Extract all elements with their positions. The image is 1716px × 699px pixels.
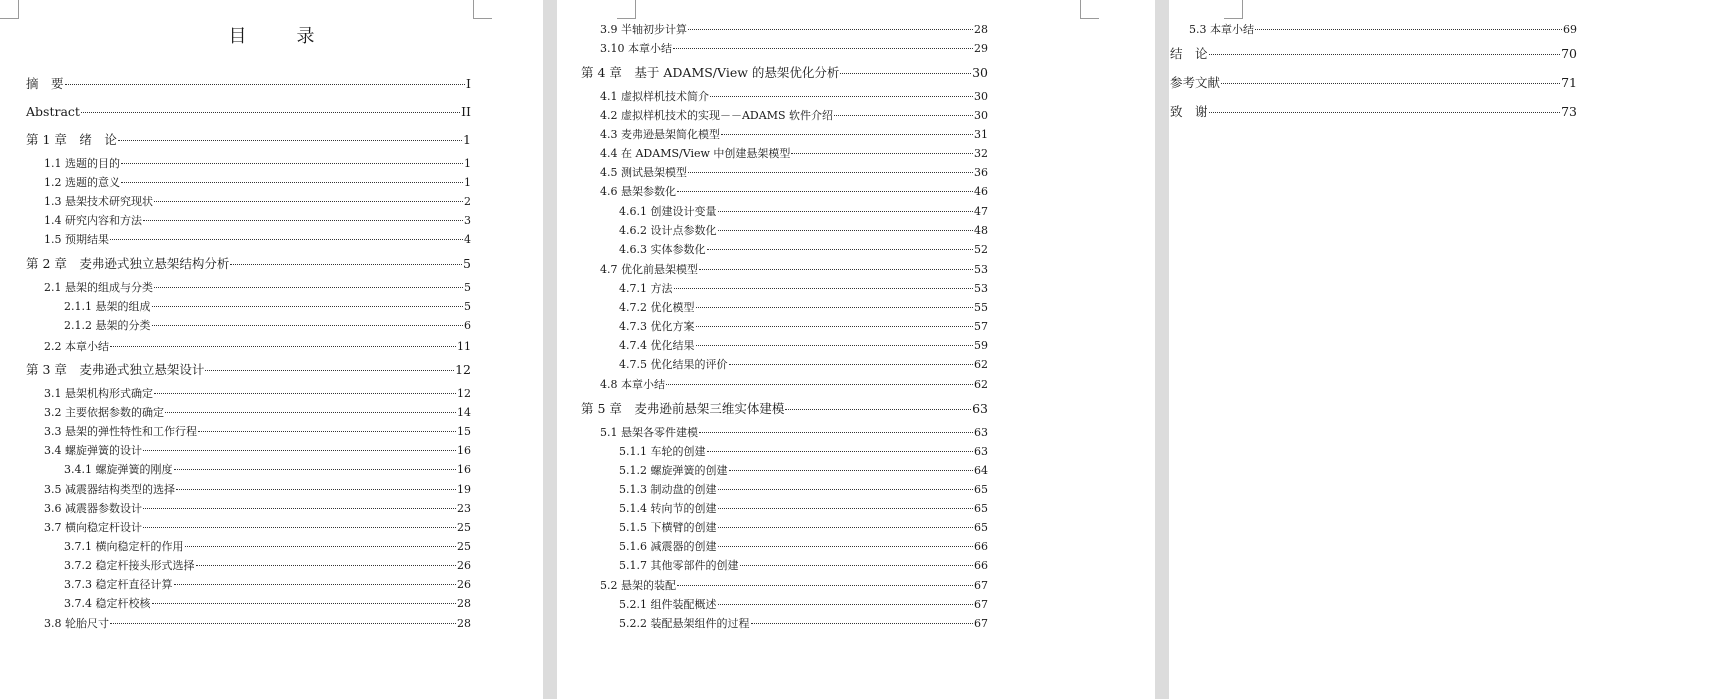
toc-section-entry[interactable] bbox=[581, 243, 988, 257]
toc-dot-leader bbox=[729, 470, 974, 471]
toc-page-number: 16 bbox=[457, 444, 471, 457]
toc-section-entry[interactable] bbox=[581, 540, 988, 554]
toc-entry-title: 5.1.3 制动盘的创建 bbox=[619, 483, 717, 496]
toc-dot-leader bbox=[710, 96, 973, 97]
toc-dot-leader bbox=[143, 450, 456, 451]
toc-page-number: 53 bbox=[974, 282, 988, 295]
toc-dot-leader bbox=[718, 489, 974, 490]
toc-dot-leader bbox=[729, 364, 974, 365]
toc-dot-leader bbox=[121, 182, 463, 183]
toc-chapter-entry[interactable] bbox=[26, 363, 471, 377]
toc-chapter-entry[interactable] bbox=[26, 105, 471, 119]
toc-page-number: 12 bbox=[455, 362, 471, 377]
toc-page-number: 6 bbox=[464, 319, 471, 332]
toc-dot-leader bbox=[677, 191, 973, 192]
toc-section-entry[interactable] bbox=[26, 502, 471, 516]
toc-section-entry[interactable] bbox=[581, 445, 988, 459]
toc-dot-leader bbox=[143, 527, 456, 528]
toc-section-entry[interactable] bbox=[581, 617, 988, 631]
toc-page-number: 2 bbox=[464, 195, 471, 208]
toc-entry-title: 5.1.2 螺旋弹簧的创建 bbox=[619, 464, 728, 477]
toc-page-number: 65 bbox=[974, 502, 988, 515]
toc-entry-title: 3.7.2 稳定杆接头形式选择 bbox=[64, 559, 195, 572]
toc-entry-title: 3.9 半轴初步计算 bbox=[600, 23, 687, 36]
toc-dot-leader bbox=[143, 508, 456, 509]
toc-page-number: 64 bbox=[974, 464, 988, 477]
toc-dot-leader bbox=[154, 201, 463, 202]
toc-dot-leader bbox=[751, 623, 974, 624]
toc-dot-leader bbox=[143, 220, 463, 221]
toc-entry-title: 5.1.4 转向节的创建 bbox=[619, 502, 717, 515]
toc-section-entry[interactable] bbox=[581, 502, 988, 516]
toc-page-number: 5 bbox=[463, 256, 471, 271]
toc-entry-title: 5.1.6 减震器的创建 bbox=[619, 540, 717, 553]
toc-dot-leader bbox=[840, 73, 971, 74]
toc-page-number: 5 bbox=[464, 281, 471, 294]
toc-page-number: 14 bbox=[457, 406, 471, 419]
toc-dot-leader bbox=[718, 508, 974, 509]
toc-page-number: 30 bbox=[974, 90, 988, 103]
toc-page-number: 69 bbox=[1563, 23, 1577, 36]
toc-dot-leader bbox=[674, 288, 974, 289]
toc-entry-title: 2.2 本章小结 bbox=[44, 340, 109, 353]
toc-section-entry[interactable] bbox=[26, 340, 471, 354]
toc-section-entry[interactable] bbox=[26, 214, 471, 228]
toc-chapter-entry[interactable] bbox=[26, 257, 471, 271]
toc-dot-leader bbox=[791, 153, 973, 154]
toc-entry-title: 5.1.1 车轮的创建 bbox=[619, 445, 706, 458]
toc-page-number: 32 bbox=[974, 147, 988, 160]
toc-section-entry[interactable] bbox=[581, 147, 988, 161]
page-corner-mark bbox=[473, 0, 492, 19]
toc-page-number: 28 bbox=[457, 597, 471, 610]
toc-section-entry[interactable] bbox=[26, 319, 471, 333]
toc-section-entry[interactable] bbox=[581, 483, 988, 497]
toc-section-entry[interactable] bbox=[26, 483, 471, 497]
toc-dot-leader bbox=[740, 565, 974, 566]
toc-section-entry[interactable] bbox=[26, 387, 471, 401]
toc-entry-title: 5.3 本章小结 bbox=[1189, 23, 1254, 36]
toc-section-entry[interactable] bbox=[26, 406, 471, 420]
toc-dot-leader bbox=[707, 451, 974, 452]
toc-entry-title: 第 1 章 绪 论 bbox=[26, 132, 117, 147]
toc-dot-leader bbox=[718, 527, 974, 528]
toc-dot-leader bbox=[152, 306, 464, 307]
toc-page-number: 16 bbox=[457, 463, 471, 476]
toc-page-number: 30 bbox=[972, 65, 988, 80]
toc-page-number: 62 bbox=[974, 378, 988, 391]
toc-chapter-entry[interactable] bbox=[1170, 105, 1577, 119]
toc-chapter-entry[interactable] bbox=[26, 77, 471, 91]
toc-dot-leader bbox=[699, 269, 973, 270]
toc-entry-title: 4.6.1 创建设计变量 bbox=[619, 205, 717, 218]
toc-section-entry[interactable] bbox=[581, 521, 988, 535]
toc-entry-title: 3.7.1 横向稳定杆的作用 bbox=[64, 540, 184, 553]
toc-section-entry[interactable] bbox=[581, 185, 988, 199]
toc-entry-title: 1.3 悬架技术研究现状 bbox=[44, 195, 153, 208]
toc-dot-leader bbox=[205, 370, 454, 371]
toc-dot-leader bbox=[721, 134, 973, 135]
toc-page-number: 12 bbox=[457, 387, 471, 400]
toc-page-number: 36 bbox=[974, 166, 988, 179]
toc-section-entry[interactable] bbox=[26, 281, 471, 295]
toc-entry-title: 5.1.7 其他零部件的创建 bbox=[619, 559, 739, 572]
toc-dot-leader bbox=[176, 489, 456, 490]
toc-section-entry[interactable] bbox=[26, 578, 471, 592]
toc-section-entry[interactable] bbox=[581, 23, 988, 37]
toc-section-entry[interactable] bbox=[26, 425, 471, 439]
toc-entry-title: 2.1.2 悬架的分类 bbox=[64, 319, 151, 332]
toc-dot-leader bbox=[688, 172, 973, 173]
toc-entry-title: 3.2 主要依据参数的确定 bbox=[44, 406, 164, 419]
toc-chapter-entry[interactable] bbox=[581, 66, 988, 80]
toc-section-entry[interactable] bbox=[26, 176, 471, 190]
toc-page-number: 30 bbox=[974, 109, 988, 122]
toc-dot-leader bbox=[121, 163, 463, 164]
toc-entry-title: 3.1 悬架机构形式确定 bbox=[44, 387, 153, 400]
toc-dot-leader bbox=[1209, 112, 1561, 113]
toc-page-number: 28 bbox=[457, 617, 471, 630]
toc-entry-title: 5.1.5 下横臂的创建 bbox=[619, 521, 717, 534]
toc-entry-title: 2.1 悬架的组成与分类 bbox=[44, 281, 153, 294]
toc-section-entry[interactable] bbox=[581, 464, 988, 478]
toc-dot-leader bbox=[696, 307, 974, 308]
toc-entry-title: 3.4 螺旋弹簧的设计 bbox=[44, 444, 142, 457]
toc-section-entry[interactable] bbox=[581, 128, 988, 142]
toc-entry-title: 4.7.1 方法 bbox=[619, 282, 673, 295]
toc-page-number: 70 bbox=[1561, 46, 1577, 61]
toc-section-entry[interactable] bbox=[581, 166, 988, 180]
toc-entry-title: 3.8 轮胎尺寸 bbox=[44, 617, 109, 630]
toc-entry-title: 4.4 在 ADAMS/View 中创建悬架模型 bbox=[600, 147, 791, 160]
toc-dot-leader bbox=[834, 115, 973, 116]
toc-entry-title: 4.2 虚拟样机技术的实现－－ADAMS 软件介绍 bbox=[600, 109, 833, 122]
toc-dot-leader bbox=[1255, 29, 1562, 30]
toc-page-number: 65 bbox=[974, 483, 988, 496]
toc-entry-title: 结 论 bbox=[1170, 46, 1208, 61]
page-corner-mark bbox=[1080, 0, 1099, 19]
toc-page-number: 53 bbox=[974, 263, 988, 276]
toc-page-number: 65 bbox=[974, 521, 988, 534]
toc-entry-title: 4.7.4 优化结果 bbox=[619, 339, 695, 352]
toc-section-entry[interactable] bbox=[26, 444, 471, 458]
toc-entry-title: 5.2.1 组件装配概述 bbox=[619, 598, 717, 611]
toc-entry-title: 第 3 章 麦弗逊式独立悬架设计 bbox=[26, 362, 205, 377]
toc-page-number: 25 bbox=[457, 521, 471, 534]
toc-section-entry[interactable] bbox=[26, 300, 471, 314]
toc-page-number: 55 bbox=[974, 301, 988, 314]
toc-section-entry[interactable] bbox=[581, 358, 988, 372]
toc-page-number: 63 bbox=[974, 426, 988, 439]
toc-section-entry[interactable] bbox=[26, 521, 471, 535]
toc-entry-title: 致 谢 bbox=[1170, 104, 1208, 119]
toc-section-entry[interactable] bbox=[1170, 23, 1577, 37]
toc-page-number: 67 bbox=[974, 617, 988, 630]
toc-page-number: 1 bbox=[464, 157, 471, 170]
toc-entry-title: 第 5 章 麦弗逊前悬架三维实体建模 bbox=[581, 401, 785, 416]
toc-entry-title: 4.3 麦弗逊悬架简化模型 bbox=[600, 128, 720, 141]
toc-page-number: 29 bbox=[974, 42, 988, 55]
toc-page-number: 28 bbox=[974, 23, 988, 36]
document-page-3 bbox=[1169, 0, 1716, 699]
toc-list bbox=[1170, 0, 1577, 699]
toc-dot-leader bbox=[152, 325, 464, 326]
toc-dot-leader bbox=[666, 384, 973, 385]
toc-page-number: 15 bbox=[457, 425, 471, 438]
toc-dot-leader bbox=[198, 431, 456, 432]
toc-page-number: 19 bbox=[457, 483, 471, 496]
toc-page-number: 73 bbox=[1561, 104, 1577, 119]
toc-page-number: 26 bbox=[457, 578, 471, 591]
toc-dot-leader bbox=[154, 287, 463, 288]
toc-dot-leader bbox=[1209, 54, 1561, 55]
toc-entry-title: 4.7.5 优化结果的评价 bbox=[619, 358, 728, 371]
toc-dot-leader bbox=[677, 585, 973, 586]
toc-dot-leader bbox=[154, 393, 456, 394]
toc-entry-title: 1.2 选题的意义 bbox=[44, 176, 120, 189]
toc-section-entry[interactable] bbox=[26, 540, 471, 554]
toc-entry-title: 3.5 减震器结构类型的选择 bbox=[44, 483, 175, 496]
toc-page-number: 11 bbox=[457, 340, 471, 353]
toc-section-entry[interactable] bbox=[26, 463, 471, 477]
toc-dot-leader bbox=[1221, 83, 1560, 84]
toc-entry-title: 4.6.3 实体参数化 bbox=[619, 243, 706, 256]
toc-dot-leader bbox=[152, 603, 457, 604]
toc-entry-title: 2.1.1 悬架的组成 bbox=[64, 300, 151, 313]
toc-dot-leader bbox=[718, 546, 974, 547]
toc-section-entry[interactable] bbox=[581, 263, 988, 277]
toc-section-entry[interactable] bbox=[581, 579, 988, 593]
toc-dot-leader bbox=[718, 230, 974, 231]
toc-dot-leader bbox=[165, 412, 456, 413]
toc-entry-title: 4.6 悬架参数化 bbox=[600, 185, 676, 198]
toc-section-entry[interactable] bbox=[581, 339, 988, 353]
toc-section-entry[interactable] bbox=[581, 205, 988, 219]
toc-page-number: 46 bbox=[974, 185, 988, 198]
toc-page-number: I bbox=[466, 76, 471, 91]
toc-entry-title: 3.6 减震器参数设计 bbox=[44, 502, 142, 515]
toc-page-number: 57 bbox=[974, 320, 988, 333]
toc-list bbox=[581, 0, 988, 699]
toc-chapter-entry[interactable] bbox=[26, 133, 471, 147]
toc-page-number: 31 bbox=[974, 128, 988, 141]
toc-entry-title: 4.7.3 优化方案 bbox=[619, 320, 695, 333]
toc-section-entry[interactable] bbox=[26, 195, 471, 209]
toc-chapter-entry[interactable] bbox=[581, 402, 988, 416]
toc-entry-title: 4.5 测试悬架模型 bbox=[600, 166, 687, 179]
toc-entry-title: Abstract bbox=[26, 104, 80, 119]
page-corner-mark bbox=[0, 0, 19, 19]
toc-page-number: 67 bbox=[974, 579, 988, 592]
toc-section-entry[interactable] bbox=[581, 378, 988, 392]
document-page-2 bbox=[557, 0, 1155, 699]
toc-dot-leader bbox=[688, 29, 973, 30]
toc-entry-title: 5.1 悬架各零件建模 bbox=[600, 426, 698, 439]
toc-section-entry[interactable] bbox=[581, 42, 988, 56]
toc-page-number: 63 bbox=[974, 445, 988, 458]
toc-section-entry[interactable] bbox=[26, 617, 471, 631]
toc-list bbox=[26, 0, 471, 699]
toc-entry-title: 4.7 优化前悬架模型 bbox=[600, 263, 698, 276]
toc-page-number: 1 bbox=[463, 132, 471, 147]
toc-chapter-entry[interactable] bbox=[1170, 76, 1577, 90]
toc-section-entry[interactable] bbox=[581, 90, 988, 104]
toc-page-number: 71 bbox=[1561, 75, 1577, 90]
toc-page-number: II bbox=[461, 104, 471, 119]
toc-entry-title: 4.1 虚拟样机技术简介 bbox=[600, 90, 709, 103]
toc-entry-title: 3.10 本章小结 bbox=[600, 42, 672, 55]
toc-entry-title: 1.4 研究内容和方法 bbox=[44, 214, 142, 227]
toc-dot-leader bbox=[707, 249, 974, 250]
toc-dot-leader bbox=[699, 432, 973, 433]
toc-dot-leader bbox=[196, 565, 457, 566]
toc-dot-leader bbox=[718, 211, 974, 212]
toc-entry-title: 参考文献 bbox=[1170, 75, 1221, 90]
toc-section-entry[interactable] bbox=[581, 598, 988, 612]
toc-dot-leader bbox=[110, 623, 456, 624]
toc-entry-title: 3.3 悬架的弹性特性和工作行程 bbox=[44, 425, 197, 438]
toc-dot-leader bbox=[185, 546, 457, 547]
toc-entry-title: 4.6.2 设计点参数化 bbox=[619, 224, 717, 237]
toc-heading: 目 录 bbox=[228, 26, 331, 47]
toc-page-number: 59 bbox=[974, 339, 988, 352]
toc-dot-leader bbox=[110, 346, 456, 347]
toc-entry-title: 3.7.3 稳定杆直径计算 bbox=[64, 578, 173, 591]
document-page-1 bbox=[0, 0, 543, 699]
toc-entry-title: 3.7.4 稳定杆校核 bbox=[64, 597, 151, 610]
toc-chapter-entry[interactable] bbox=[1170, 47, 1577, 61]
toc-section-entry[interactable] bbox=[26, 233, 471, 247]
toc-entry-title: 第 4 章 基于 ADAMS/View 的悬架优化分析 bbox=[581, 65, 840, 80]
toc-dot-leader bbox=[673, 48, 973, 49]
toc-entry-title: 3.7 横向稳定杆设计 bbox=[44, 521, 142, 534]
toc-section-entry[interactable] bbox=[581, 559, 988, 573]
toc-dot-leader bbox=[696, 345, 974, 346]
toc-section-entry[interactable] bbox=[581, 426, 988, 440]
toc-page-number: 62 bbox=[974, 358, 988, 371]
toc-page-number: 66 bbox=[974, 559, 988, 572]
toc-section-entry[interactable] bbox=[581, 320, 988, 334]
toc-page-number: 3 bbox=[464, 214, 471, 227]
toc-dot-leader bbox=[230, 264, 462, 265]
toc-page-number: 1 bbox=[464, 176, 471, 189]
toc-entry-title: 3.4.1 螺旋弹簧的刚度 bbox=[64, 463, 173, 476]
toc-dot-leader bbox=[174, 584, 457, 585]
toc-section-entry[interactable] bbox=[581, 301, 988, 315]
toc-dot-leader bbox=[785, 409, 971, 410]
toc-page-number: 48 bbox=[974, 224, 988, 237]
toc-entry-title: 5.2.2 装配悬架组件的过程 bbox=[619, 617, 750, 630]
toc-dot-leader bbox=[696, 326, 974, 327]
toc-page-number: 47 bbox=[974, 205, 988, 218]
toc-dot-leader bbox=[718, 604, 974, 605]
toc-entry-title: 4.7.2 优化模型 bbox=[619, 301, 695, 314]
toc-dot-leader bbox=[81, 112, 460, 113]
toc-page-number: 67 bbox=[974, 598, 988, 611]
toc-entry-title: 摘 要 bbox=[26, 76, 64, 91]
toc-entry-title: 1.1 选题的目的 bbox=[44, 157, 120, 170]
toc-section-entry[interactable] bbox=[581, 224, 988, 238]
toc-section-entry[interactable] bbox=[26, 157, 471, 171]
toc-dot-leader bbox=[118, 140, 462, 141]
toc-page-number: 66 bbox=[974, 540, 988, 553]
toc-dot-leader bbox=[174, 469, 457, 470]
toc-page-number: 25 bbox=[457, 540, 471, 553]
toc-section-entry[interactable] bbox=[581, 282, 988, 296]
toc-section-entry[interactable] bbox=[581, 109, 988, 123]
toc-entry-title: 5.2 悬架的装配 bbox=[600, 579, 676, 592]
toc-dot-leader bbox=[110, 239, 463, 240]
toc-page-number: 26 bbox=[457, 559, 471, 572]
toc-page-number: 63 bbox=[972, 401, 988, 416]
toc-page-number: 5 bbox=[464, 300, 471, 313]
toc-entry-title: 1.5 预期结果 bbox=[44, 233, 109, 246]
toc-section-entry[interactable] bbox=[26, 597, 471, 611]
toc-page-number: 4 bbox=[464, 233, 471, 246]
toc-page-number: 23 bbox=[457, 502, 471, 515]
toc-entry-title: 4.8 本章小结 bbox=[600, 378, 665, 391]
toc-entry-title: 第 2 章 麦弗逊式独立悬架结构分析 bbox=[26, 256, 230, 271]
toc-section-entry[interactable] bbox=[26, 559, 471, 573]
toc-dot-leader bbox=[65, 84, 466, 85]
toc-page-number: 52 bbox=[974, 243, 988, 256]
